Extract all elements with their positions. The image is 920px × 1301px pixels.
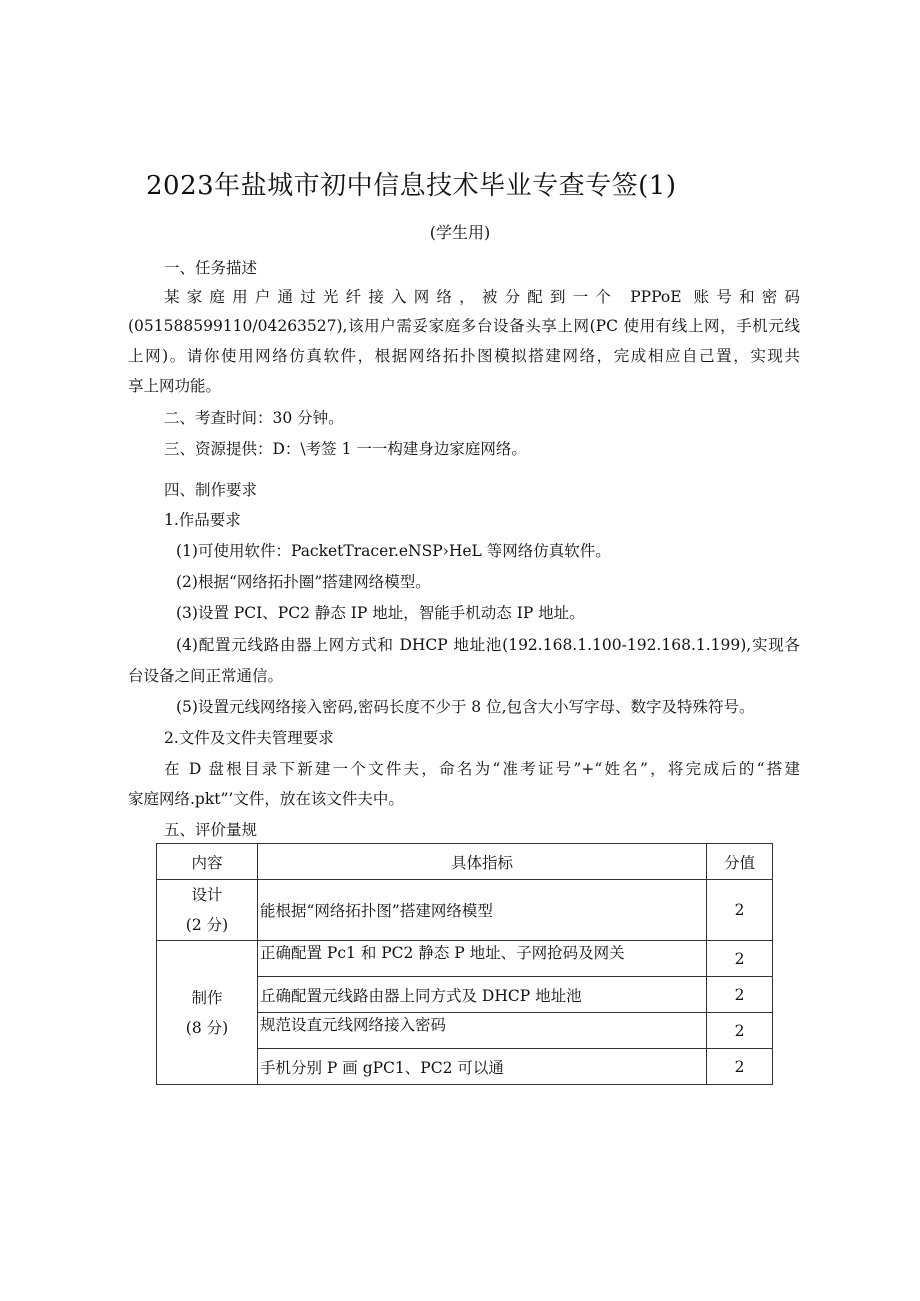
requirement-item: 台设备之间正常通信。 xyxy=(128,667,284,685)
paragraph-line: 在 D 盘根目录下新建一个文件夫，命名为“准考证号”+“姓名”，将完成后的“搭建 xyxy=(164,760,800,778)
document-title: 2023年盐城市初中信息技术毕业专查专签(1) xyxy=(146,171,677,201)
requirement-item: (5)设置元线网络接入密码,密码长度不少于 8 位,包含大小写字母、数字及特殊符号。 xyxy=(176,698,755,716)
document-subtitle: (学生用) xyxy=(429,223,491,242)
criterion-cell: 正确配置 Pc1 和 PC2 静态 P 地址、子网抢码及网关 xyxy=(258,941,707,977)
section-heading: 四、制作要求 xyxy=(164,481,258,499)
requirement-item: (2)根据“网络拓扑圈”搭建网络模型。 xyxy=(176,573,431,591)
paragraph-line: 享上网功能。 xyxy=(128,377,222,395)
requirement-item: (3)设置 PCI、PC2 静态 IP 地址，智能手机动态 IP 地址。 xyxy=(176,604,585,622)
criterion-cell: 手机分别 P 画 gPC1、PC2 可以通 xyxy=(258,1049,707,1085)
category-points: (8 分) xyxy=(185,1018,229,1037)
criterion-cell: 能根据“网络拓扑图”搭建网络模型 xyxy=(258,880,707,941)
table-row xyxy=(157,941,773,977)
criterion-cell: 丘确配置元线路由器上同方式及 DHCP 地址池 xyxy=(258,977,707,1013)
score-cell: 2 xyxy=(707,880,773,941)
category-cell xyxy=(157,880,258,941)
criterion-cell: 规范设直元线网络接入密码 xyxy=(258,1013,707,1049)
score-cell: 2 xyxy=(707,941,773,977)
section-heading: 五、评价量规 xyxy=(164,821,258,839)
score-cell: 2 xyxy=(707,1049,773,1085)
requirement-item: (1)可使用软件：PacketTracer.eNSP›HeL 等网络仿真软件。 xyxy=(176,542,611,560)
subsection-heading: 1.作品要求 xyxy=(164,511,241,529)
table-header-row xyxy=(157,844,773,880)
section-heading: 二、考查时间：30 分钟。 xyxy=(164,409,344,427)
category-points: (2 分) xyxy=(185,916,229,934)
header-cell: 分值 xyxy=(707,844,773,880)
header-cell: 具体指标 xyxy=(258,844,707,880)
paragraph-line: 某家庭用户通过光纤接入网络，被分配到一个 PPPoE 账号和密码 xyxy=(164,288,800,306)
category-label: 设计 xyxy=(191,886,223,904)
score-cell: 2 xyxy=(707,1013,773,1049)
header-cell: 内容 xyxy=(157,844,258,880)
paragraph-line: 上网)。请你使用网络仿真软件，根据网络拓扑图模拟搭建网络，完成相应自己置，实现共 xyxy=(128,347,800,365)
paragraph-line: 家庭网络.pkt”’文件，放在该文件夫中。 xyxy=(128,790,404,808)
score-cell: 2 xyxy=(707,977,773,1013)
section-heading: 三、资源提供：D：\考签 1 一一构建身边家庭网络。 xyxy=(164,440,527,458)
table-row xyxy=(157,880,773,941)
category-cell xyxy=(157,941,258,1085)
paragraph-line: (051588599110/04263527),该用户需妥家庭多台设备头享上网(PC 使用有线上网，手机元线 xyxy=(128,317,800,335)
category-label: 制作 xyxy=(191,988,223,1007)
rubric-table xyxy=(156,843,773,1085)
section-heading: 一、任务描述 xyxy=(164,259,258,277)
requirement-item: (4)配置元线路由器上网方式和 DHCP 地址池(192.168.1.100-192.168.1.199),实现各 xyxy=(176,636,800,654)
subsection-heading: 2.文件及文件夫管理要求 xyxy=(164,729,334,747)
